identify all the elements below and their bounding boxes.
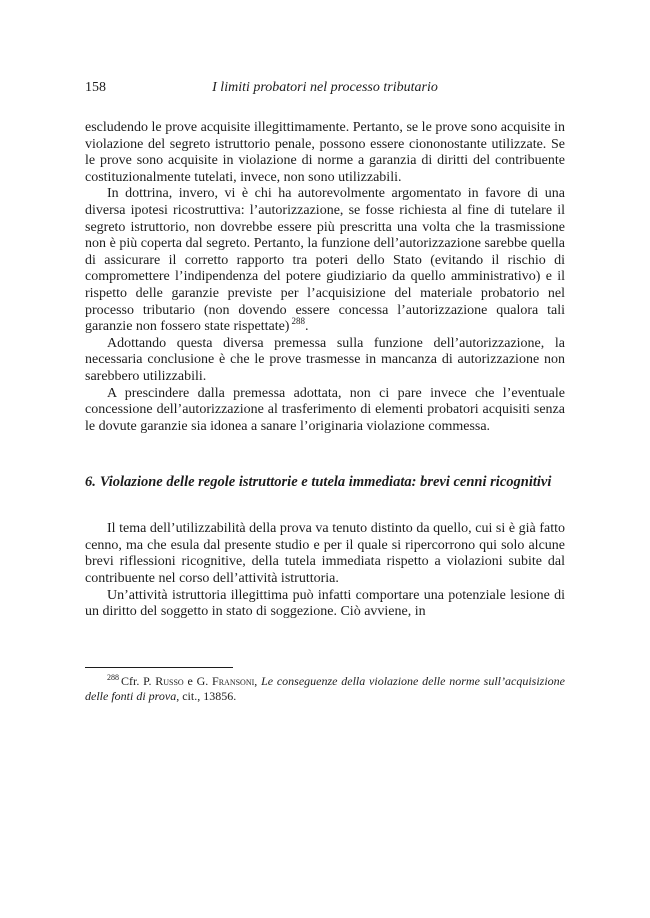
body-paragraph: A prescindere dalla premessa adottata, non ci pare invece che l’eventuale concessione dell’autorizzazione al trasferimento di elementi probatori acquisiti senza le dovute garanzie sia idonea a sanare l’originaria violazione commessa. — [85, 385, 565, 434]
footnote-text: , — [254, 673, 262, 688]
footnote-author: G. Fransoni — [196, 673, 255, 688]
footnote-reference: 288 — [291, 316, 305, 327]
body-paragraph — [85, 186, 565, 335]
page-header — [85, 80, 565, 100]
page-number: 158 — [85, 80, 106, 95]
footnote-text: Cfr. — [121, 673, 144, 688]
running-title: I limiti probatori nel processo tributario — [212, 80, 438, 95]
paragraph-text: In dottrina, invero, vi è chi ha autorevolmente argomentato in favore di una diversa ipotesi ricostruttiva: l’autorizzazione, se fosse richiesta al fine di tutelare il segreto istruttorio, non dovrebbe essere più prescritta una volta che la trasmissione non è più coperta dal segreto. Pertanto, la funzione dell’autorizzazione sarebbe quella di assicurare il corretto rapporto tra poteri dello Stato (evitando il rischio di compromettere l’indipendenza del potere giudiziario da quello amministrativo) e il rispetto delle garanzie previste per l’acquisizione del materiale probatorio nel processo tributario (non dovendo essere concessa l’autorizzazione qualora tali garanzie non fossero state rispettate) — [85, 186, 565, 335]
footnote-text: e — [183, 673, 197, 688]
body-paragraph: Un’attività istruttoria illegittima può infatti comportare una potenziale lesione di un diritto del soggetto in stato di soggezione. Ciò avviene, in — [85, 587, 565, 620]
footnote-text: , cit., 13856. — [176, 689, 237, 704]
body-paragraph: Il tema dell’utilizzabilità della prova va tenuto distinto da quello, cui si è già fatto cenno, ma che esula dal presente studio e per il quale si ripercorrono qui solo alcune brevi riflessioni ricognitive, della tutela immediata rispetto a violazioni subite dal contribuente nel corso dell’attività istruttoria. — [85, 521, 565, 587]
footnote-author: P. Russo — [143, 673, 184, 688]
section-title: Violazione delle regole istruttorie e tutela immediata: brevi cenni ricognitivi — [99, 474, 552, 491]
body-text — [85, 120, 565, 621]
footnote-block — [85, 667, 565, 705]
section-number: 6. — [85, 474, 96, 491]
footnote-rule — [85, 667, 233, 668]
section-heading — [85, 473, 565, 491]
body-paragraph: Adottando questa diversa premessa sulla funzione dell’autorizzazione, la necessaria conclusione è che le prove trasmesse in mancanza di autorizzazione non sarebbero utilizzabili. — [85, 335, 565, 384]
footnote-work-title: Le conseguenze della violazione delle norme sull’acquisizione delle fonti di prova — [85, 673, 565, 704]
paragraph-text: . — [304, 319, 309, 335]
footnote-marker: 288 — [107, 672, 119, 682]
footnote — [85, 674, 565, 705]
body-paragraph: escludendo le prove acquisite illegittimamente. Pertanto, se le prove sono acquisite in violazione del segreto istruttorio penale, possono essere ciononostante utilizzate. Se le prove sono acquisite in violazione di norme a garanzia di diritti del contribuente costituzionalmente tutelati, invece, non sono utilizzabili. — [85, 120, 565, 185]
